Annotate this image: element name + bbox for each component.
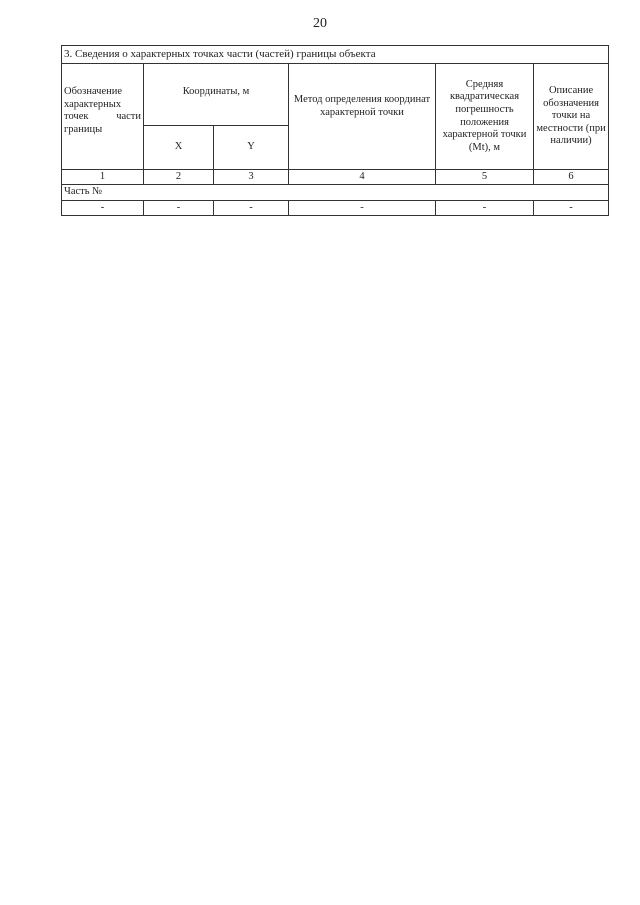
header-description: Описание обозначения точки на местности (при наличии)	[534, 64, 609, 170]
page-number: 20	[313, 16, 327, 31]
header-error: Средняя квадратическая погрешность положения характерной точки (Mt), м	[436, 64, 534, 170]
header-y: Y	[214, 126, 289, 170]
table-caption-row	[62, 46, 609, 64]
column-number: 4	[289, 170, 436, 185]
header-coordinates: Координаты, м	[144, 64, 289, 126]
boundary-points-table	[61, 45, 609, 216]
column-number: 6	[534, 170, 609, 185]
table-cell: -	[62, 201, 144, 216]
table-header-row	[62, 64, 609, 126]
table-cell: -	[534, 201, 609, 216]
table-caption: 3. Сведения о характерных точках части (частей) границы объекта	[62, 46, 609, 64]
column-number: 5	[436, 170, 534, 185]
part-row	[62, 185, 609, 201]
column-number: 3	[214, 170, 289, 185]
header-method: Метод определения координат характерной точки	[289, 64, 436, 170]
column-numbers-row	[62, 170, 609, 185]
column-number: 1	[62, 170, 144, 185]
header-x: X	[144, 126, 214, 170]
table-cell: -	[289, 201, 436, 216]
table-cell: -	[436, 201, 534, 216]
header-designation: Обозначение характерных точек части границы	[62, 64, 144, 170]
column-number: 2	[144, 170, 214, 185]
table-row	[62, 201, 609, 216]
table-cell: -	[144, 201, 214, 216]
table-cell: -	[214, 201, 289, 216]
part-label: Часть №	[62, 185, 609, 201]
